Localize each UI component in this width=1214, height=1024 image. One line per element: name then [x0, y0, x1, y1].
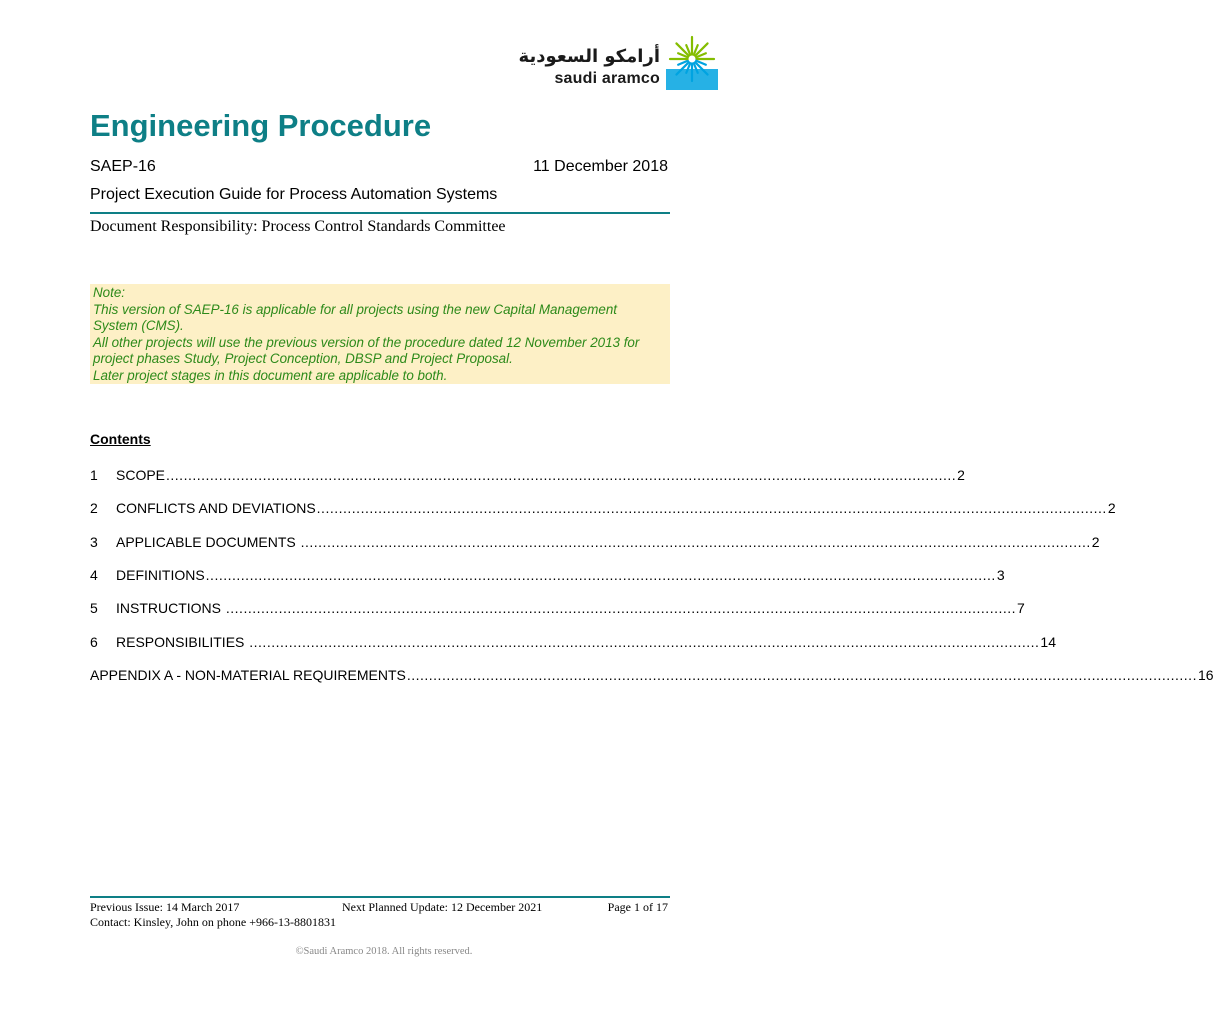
- toc-entry-responsibilities[interactable]: [90, 634, 1056, 652]
- toc-leader: ....................................................................................................................................................................................: [300, 534, 1091, 550]
- document-subtitle: Project Execution Guide for Process Automation Systems: [90, 186, 498, 203]
- toc-entry-applicable-documents[interactable]: [90, 534, 1100, 552]
- toc-leader: ....................................................................................................................................................................................: [316, 500, 1107, 516]
- toc-page: 16: [1197, 667, 1214, 683]
- toc-number: 6: [90, 634, 98, 650]
- toc-leader: ....................................................................................................................................................................................: [249, 634, 1040, 650]
- document-responsibility: Document Responsibility: Process Control Standards Committee: [90, 218, 506, 235]
- toc-title: RESPONSIBILITIES: [116, 634, 249, 650]
- toc-entry-definitions[interactable]: [90, 567, 1005, 585]
- toc-title: INSTRUCTIONS: [116, 600, 225, 616]
- note-line: project phases Study, Project Conception, DBSP and Project Proposal.: [93, 351, 513, 366]
- note-box: [90, 284, 670, 384]
- toc-title: CONFLICTS AND DEVIATIONS: [116, 500, 316, 516]
- logo-latin-name: saudi aramco: [554, 70, 660, 87]
- toc-entry-scope[interactable]: [90, 467, 965, 485]
- aramco-star-logo-icon: [666, 36, 718, 90]
- toc-number: 3: [90, 534, 98, 550]
- footer-divider: [90, 896, 670, 898]
- toc-page: 7: [1017, 600, 1025, 616]
- toc-page: 14: [1040, 634, 1056, 650]
- note-line: This version of SAEP-16 is applicable for all projects using the new Capital Management: [93, 301, 617, 317]
- toc-number: 1: [90, 467, 98, 483]
- toc-number: 4: [90, 567, 98, 583]
- previous-issue: Previous Issue: 14 March 2017: [90, 900, 240, 914]
- toc-leader: ....................................................................................................................................................................................: [205, 567, 996, 583]
- toc-leader: ....................................................................................................................................................................................: [166, 467, 957, 483]
- note-line: All other projects will use the previous version of the procedure dated 12 November 2013 for: [93, 334, 640, 350]
- document-number: SAEP-16: [90, 158, 156, 175]
- page-number: Page 1 of 17: [607, 900, 668, 914]
- note-line: System (CMS).: [93, 318, 184, 333]
- toc-number: 2: [90, 500, 98, 516]
- page-title: Engineering Procedure: [90, 108, 432, 143]
- toc-page: 2: [957, 467, 965, 483]
- toc-entry-conflicts[interactable]: [90, 500, 1116, 518]
- toc-entry-appendix-a[interactable]: [90, 667, 1214, 685]
- toc-page: 2: [1107, 500, 1116, 516]
- header-divider: [90, 212, 670, 214]
- copyright-notice: ©Saudi Aramco 2018. All rights reserved.: [295, 946, 473, 957]
- document-date: 11 December 2018: [533, 158, 668, 175]
- contact-info: Contact: Kinsley, John on phone +966-13-8801831: [90, 915, 336, 929]
- toc-leader: ....................................................................................................................................................................................: [406, 667, 1197, 683]
- toc-title: APPLICABLE DOCUMENTS: [116, 534, 300, 550]
- note-label: Note:: [93, 285, 126, 300]
- toc-number: 5: [90, 600, 98, 616]
- toc-title: SCOPE: [116, 467, 166, 483]
- contents-heading: Contents: [90, 431, 151, 447]
- next-planned-update: Next Planned Update: 12 December 2021: [342, 900, 543, 914]
- note-line: Later project stages in this document are applicable to both.: [93, 367, 448, 383]
- toc-leader: ....................................................................................................................................................................................: [225, 600, 1017, 616]
- toc-title: APPENDIX A - NON-MATERIAL REQUIREMENTS: [90, 667, 406, 683]
- logo-arabic-name: أرامكو السعودية: [518, 46, 660, 67]
- toc-page: 2: [1091, 534, 1100, 550]
- toc-entry-instructions[interactable]: [90, 600, 1025, 618]
- toc-title: DEFINITIONS: [116, 567, 205, 583]
- toc-page: 3: [996, 567, 1005, 583]
